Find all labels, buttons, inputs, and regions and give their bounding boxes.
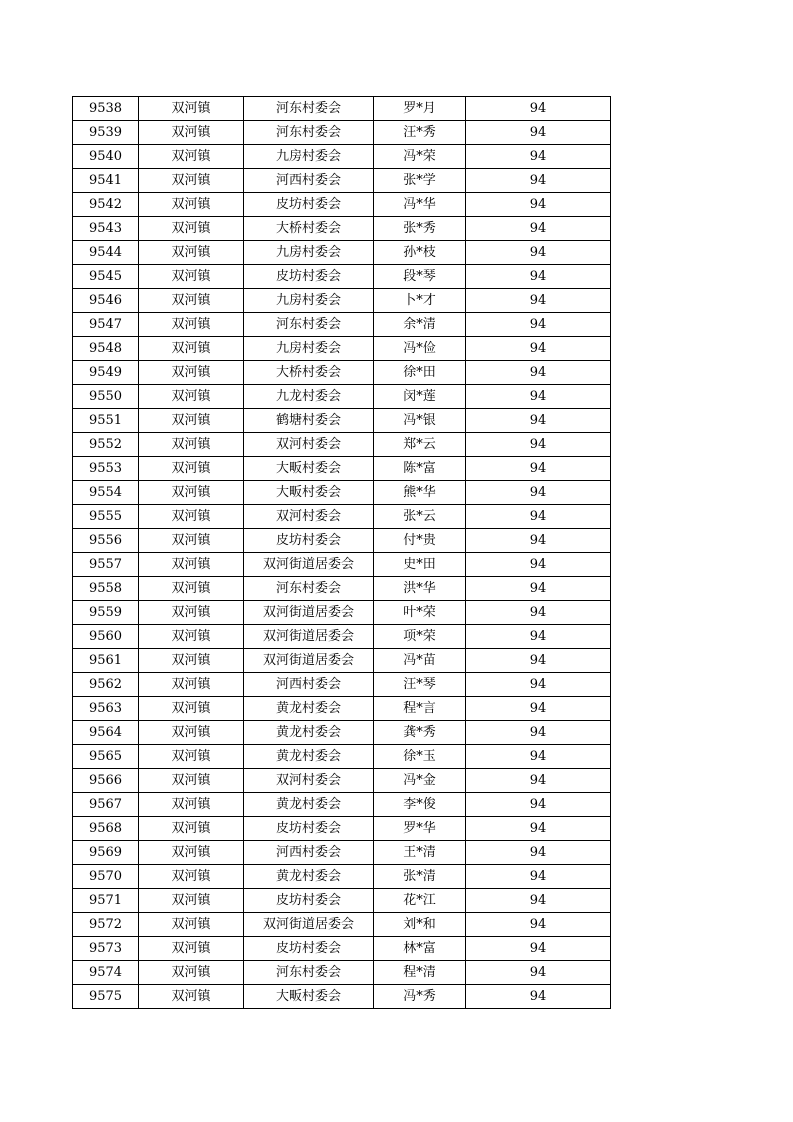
row-number-cell: 9548	[73, 337, 139, 361]
village-committee-cell: 双河街道居委会	[244, 913, 374, 937]
row-number-cell: 9563	[73, 697, 139, 721]
town-cell: 双河镇	[139, 817, 244, 841]
row-number-cell: 9568	[73, 817, 139, 841]
town-cell: 双河镇	[139, 865, 244, 889]
score-cell: 94	[466, 385, 611, 409]
town-cell: 双河镇	[139, 745, 244, 769]
table-row	[73, 145, 611, 169]
score-cell: 94	[466, 337, 611, 361]
town-cell: 双河镇	[139, 361, 244, 385]
row-number-cell: 9569	[73, 841, 139, 865]
village-committee-cell: 大畈村委会	[244, 985, 374, 1009]
row-number-cell: 9555	[73, 505, 139, 529]
table-row	[73, 97, 611, 121]
name-cell: 项*荣	[374, 625, 466, 649]
score-cell: 94	[466, 313, 611, 337]
town-cell: 双河镇	[139, 265, 244, 289]
score-cell: 94	[466, 265, 611, 289]
row-number-cell: 9566	[73, 769, 139, 793]
table-row	[73, 865, 611, 889]
town-cell: 双河镇	[139, 241, 244, 265]
row-number-cell: 9565	[73, 745, 139, 769]
town-cell: 双河镇	[139, 577, 244, 601]
town-cell: 双河镇	[139, 697, 244, 721]
table-row	[73, 577, 611, 601]
row-number-cell: 9551	[73, 409, 139, 433]
town-cell: 双河镇	[139, 121, 244, 145]
town-cell: 双河镇	[139, 985, 244, 1009]
table-row	[73, 289, 611, 313]
row-number-cell: 9575	[73, 985, 139, 1009]
name-cell: 张*学	[374, 169, 466, 193]
village-committee-cell: 双河街道居委会	[244, 625, 374, 649]
row-number-cell: 9546	[73, 289, 139, 313]
name-cell: 叶*荣	[374, 601, 466, 625]
town-cell: 双河镇	[139, 673, 244, 697]
name-cell: 段*琴	[374, 265, 466, 289]
name-cell: 闵*莲	[374, 385, 466, 409]
score-cell: 94	[466, 577, 611, 601]
name-cell: 熊*华	[374, 481, 466, 505]
table-row	[73, 649, 611, 673]
town-cell: 双河镇	[139, 649, 244, 673]
town-cell: 双河镇	[139, 769, 244, 793]
table-row	[73, 361, 611, 385]
row-number-cell: 9559	[73, 601, 139, 625]
row-number-cell: 9574	[73, 961, 139, 985]
village-committee-cell: 双河村委会	[244, 433, 374, 457]
name-cell: 张*秀	[374, 217, 466, 241]
score-cell: 94	[466, 793, 611, 817]
score-cell: 94	[466, 457, 611, 481]
name-cell: 史*田	[374, 553, 466, 577]
town-cell: 双河镇	[139, 913, 244, 937]
score-cell: 94	[466, 193, 611, 217]
village-committee-cell: 皮坊村委会	[244, 193, 374, 217]
table-row	[73, 241, 611, 265]
name-cell: 汪*琴	[374, 673, 466, 697]
score-cell: 94	[466, 937, 611, 961]
town-cell: 双河镇	[139, 553, 244, 577]
town-cell: 双河镇	[139, 145, 244, 169]
table-row	[73, 193, 611, 217]
name-cell: 徐*玉	[374, 745, 466, 769]
row-number-cell: 9547	[73, 313, 139, 337]
row-number-cell: 9572	[73, 913, 139, 937]
name-cell: 冯*秀	[374, 985, 466, 1009]
village-committee-cell: 黄龙村委会	[244, 721, 374, 745]
name-cell: 程*言	[374, 697, 466, 721]
table-row	[73, 265, 611, 289]
town-cell: 双河镇	[139, 889, 244, 913]
name-cell: 汪*秀	[374, 121, 466, 145]
score-cell: 94	[466, 241, 611, 265]
town-cell: 双河镇	[139, 505, 244, 529]
town-cell: 双河镇	[139, 337, 244, 361]
score-cell: 94	[466, 697, 611, 721]
score-cell: 94	[466, 601, 611, 625]
score-cell: 94	[466, 529, 611, 553]
data-table	[72, 96, 611, 1009]
village-committee-cell: 黄龙村委会	[244, 865, 374, 889]
score-cell: 94	[466, 625, 611, 649]
village-committee-cell: 河西村委会	[244, 169, 374, 193]
village-committee-cell: 黄龙村委会	[244, 745, 374, 769]
score-cell: 94	[466, 433, 611, 457]
score-cell: 94	[466, 145, 611, 169]
table-row	[73, 481, 611, 505]
village-committee-cell: 双河街道居委会	[244, 601, 374, 625]
score-cell: 94	[466, 889, 611, 913]
town-cell: 双河镇	[139, 289, 244, 313]
name-cell: 刘*和	[374, 913, 466, 937]
name-cell: 陈*富	[374, 457, 466, 481]
score-cell: 94	[466, 913, 611, 937]
village-committee-cell: 九房村委会	[244, 145, 374, 169]
table-row	[73, 553, 611, 577]
village-committee-cell: 河东村委会	[244, 121, 374, 145]
name-cell: 张*云	[374, 505, 466, 529]
name-cell: 罗*华	[374, 817, 466, 841]
name-cell: 付*贵	[374, 529, 466, 553]
name-cell: 罗*月	[374, 97, 466, 121]
score-cell: 94	[466, 673, 611, 697]
row-number-cell: 9539	[73, 121, 139, 145]
row-number-cell: 9556	[73, 529, 139, 553]
village-committee-cell: 皮坊村委会	[244, 529, 374, 553]
row-number-cell: 9557	[73, 553, 139, 577]
village-committee-cell: 河西村委会	[244, 673, 374, 697]
village-committee-cell: 九房村委会	[244, 289, 374, 313]
score-cell: 94	[466, 649, 611, 673]
village-committee-cell: 鹤塘村委会	[244, 409, 374, 433]
table-row	[73, 505, 611, 529]
town-cell: 双河镇	[139, 169, 244, 193]
row-number-cell: 9543	[73, 217, 139, 241]
score-cell: 94	[466, 865, 611, 889]
table-row	[73, 937, 611, 961]
table-row	[73, 745, 611, 769]
town-cell: 双河镇	[139, 793, 244, 817]
table-row	[73, 337, 611, 361]
table-row	[73, 625, 611, 649]
row-number-cell: 9554	[73, 481, 139, 505]
village-committee-cell: 大桥村委会	[244, 217, 374, 241]
score-cell: 94	[466, 505, 611, 529]
name-cell: 张*清	[374, 865, 466, 889]
village-committee-cell: 九龙村委会	[244, 385, 374, 409]
name-cell: 冯*俭	[374, 337, 466, 361]
town-cell: 双河镇	[139, 457, 244, 481]
town-cell: 双河镇	[139, 721, 244, 745]
row-number-cell: 9544	[73, 241, 139, 265]
name-cell: 孙*枝	[374, 241, 466, 265]
table-row	[73, 697, 611, 721]
row-number-cell: 9571	[73, 889, 139, 913]
score-cell: 94	[466, 817, 611, 841]
table-row	[73, 961, 611, 985]
village-committee-cell: 九房村委会	[244, 337, 374, 361]
town-cell: 双河镇	[139, 313, 244, 337]
town-cell: 双河镇	[139, 385, 244, 409]
table-row	[73, 601, 611, 625]
row-number-cell: 9564	[73, 721, 139, 745]
row-number-cell: 9567	[73, 793, 139, 817]
name-cell: 王*清	[374, 841, 466, 865]
row-number-cell: 9550	[73, 385, 139, 409]
row-number-cell: 9538	[73, 97, 139, 121]
name-cell: 冯*银	[374, 409, 466, 433]
table-row	[73, 529, 611, 553]
row-number-cell: 9541	[73, 169, 139, 193]
table-row	[73, 769, 611, 793]
village-committee-cell: 双河村委会	[244, 769, 374, 793]
village-committee-cell: 河东村委会	[244, 97, 374, 121]
village-committee-cell: 河东村委会	[244, 577, 374, 601]
score-cell: 94	[466, 217, 611, 241]
village-committee-cell: 河东村委会	[244, 961, 374, 985]
table-row	[73, 817, 611, 841]
row-number-cell: 9540	[73, 145, 139, 169]
town-cell: 双河镇	[139, 433, 244, 457]
score-cell: 94	[466, 169, 611, 193]
village-committee-cell: 河东村委会	[244, 313, 374, 337]
score-cell: 94	[466, 121, 611, 145]
town-cell: 双河镇	[139, 409, 244, 433]
name-cell: 冯*华	[374, 193, 466, 217]
row-number-cell: 9558	[73, 577, 139, 601]
town-cell: 双河镇	[139, 481, 244, 505]
village-committee-cell: 皮坊村委会	[244, 889, 374, 913]
town-cell: 双河镇	[139, 193, 244, 217]
score-cell: 94	[466, 481, 611, 505]
name-cell: 林*富	[374, 937, 466, 961]
village-committee-cell: 皮坊村委会	[244, 817, 374, 841]
table-row	[73, 913, 611, 937]
table-row	[73, 889, 611, 913]
table-body	[73, 97, 611, 1009]
row-number-cell: 9562	[73, 673, 139, 697]
name-cell: 冯*苗	[374, 649, 466, 673]
row-number-cell: 9560	[73, 625, 139, 649]
table-row	[73, 313, 611, 337]
row-number-cell: 9573	[73, 937, 139, 961]
table-row	[73, 121, 611, 145]
score-cell: 94	[466, 409, 611, 433]
village-committee-cell: 皮坊村委会	[244, 937, 374, 961]
row-number-cell: 9552	[73, 433, 139, 457]
village-committee-cell: 大桥村委会	[244, 361, 374, 385]
table-row	[73, 217, 611, 241]
name-cell: 卜*才	[374, 289, 466, 313]
score-cell: 94	[466, 841, 611, 865]
town-cell: 双河镇	[139, 601, 244, 625]
row-number-cell: 9542	[73, 193, 139, 217]
town-cell: 双河镇	[139, 217, 244, 241]
score-cell: 94	[466, 553, 611, 577]
village-committee-cell: 黄龙村委会	[244, 697, 374, 721]
name-cell: 花*江	[374, 889, 466, 913]
town-cell: 双河镇	[139, 937, 244, 961]
table-row	[73, 673, 611, 697]
village-committee-cell: 大畈村委会	[244, 457, 374, 481]
score-cell: 94	[466, 721, 611, 745]
score-cell: 94	[466, 97, 611, 121]
score-cell: 94	[466, 961, 611, 985]
table-row	[73, 721, 611, 745]
table-row	[73, 169, 611, 193]
name-cell: 余*清	[374, 313, 466, 337]
row-number-cell: 9570	[73, 865, 139, 889]
row-number-cell: 9553	[73, 457, 139, 481]
score-cell: 94	[466, 745, 611, 769]
town-cell: 双河镇	[139, 841, 244, 865]
row-number-cell: 9545	[73, 265, 139, 289]
table-row	[73, 985, 611, 1009]
name-cell: 冯*荣	[374, 145, 466, 169]
table-row	[73, 433, 611, 457]
name-cell: 李*俊	[374, 793, 466, 817]
village-committee-cell: 皮坊村委会	[244, 265, 374, 289]
town-cell: 双河镇	[139, 625, 244, 649]
score-cell: 94	[466, 289, 611, 313]
table-row	[73, 409, 611, 433]
name-cell: 龚*秀	[374, 721, 466, 745]
name-cell: 冯*金	[374, 769, 466, 793]
village-committee-cell: 大畈村委会	[244, 481, 374, 505]
village-committee-cell: 双河街道居委会	[244, 649, 374, 673]
name-cell: 程*清	[374, 961, 466, 985]
table-row	[73, 793, 611, 817]
village-committee-cell: 河西村委会	[244, 841, 374, 865]
village-committee-cell: 黄龙村委会	[244, 793, 374, 817]
row-number-cell: 9561	[73, 649, 139, 673]
table-row	[73, 457, 611, 481]
score-cell: 94	[466, 769, 611, 793]
town-cell: 双河镇	[139, 97, 244, 121]
score-cell: 94	[466, 361, 611, 385]
table-row	[73, 385, 611, 409]
score-cell: 94	[466, 985, 611, 1009]
town-cell: 双河镇	[139, 529, 244, 553]
village-committee-cell: 双河街道居委会	[244, 553, 374, 577]
name-cell: 洪*华	[374, 577, 466, 601]
town-cell: 双河镇	[139, 961, 244, 985]
row-number-cell: 9549	[73, 361, 139, 385]
name-cell: 徐*田	[374, 361, 466, 385]
name-cell: 郑*云	[374, 433, 466, 457]
village-committee-cell: 双河村委会	[244, 505, 374, 529]
table-row	[73, 841, 611, 865]
village-committee-cell: 九房村委会	[244, 241, 374, 265]
